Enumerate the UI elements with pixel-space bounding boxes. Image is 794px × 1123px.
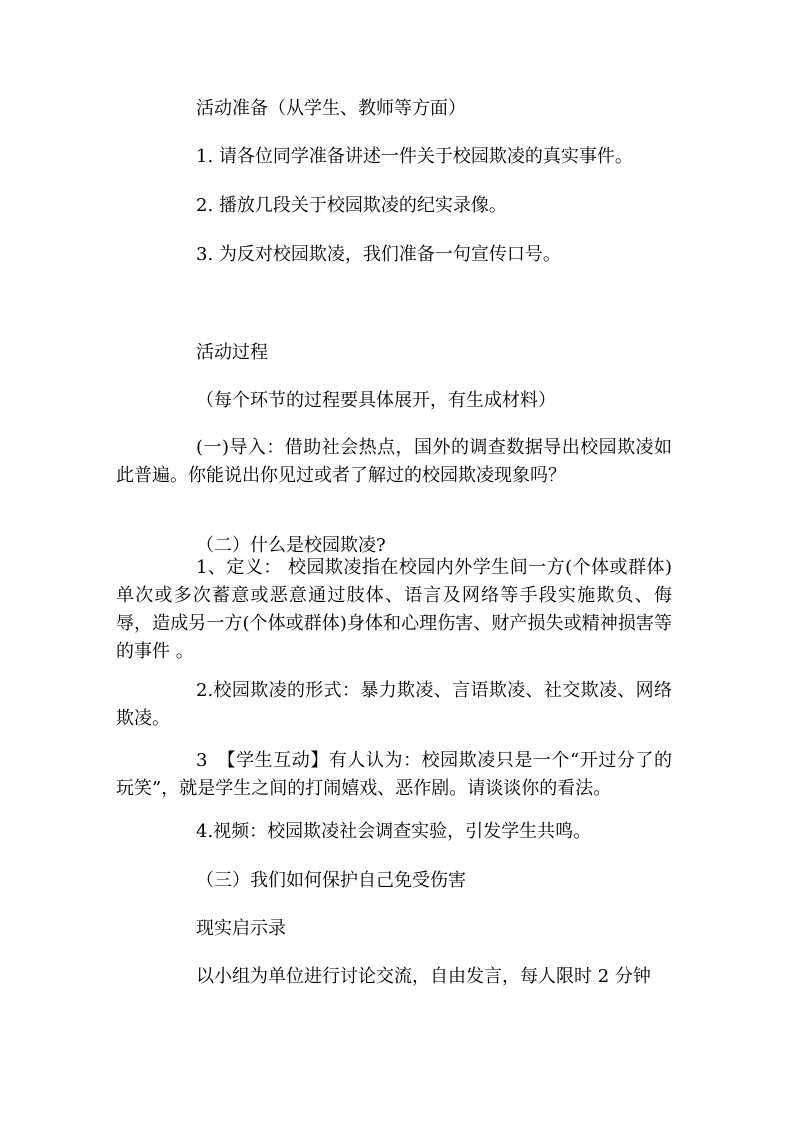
bullying-forms-paragraph: 2.校园欺凌的形式：暴力欺凌、言语欺凌、社交欺凌、网络欺凌。 xyxy=(116,680,672,729)
intro-paragraph: (一)导入：借助社会热点，国外的调查数据导出校园欺凌如此普遍。你能说出你见过或者了解过的校园欺凌现象吗？ xyxy=(116,437,672,486)
group-discussion-text: 以小组为单位进行讨论交流，自由发言，每人限时 2 分钟 xyxy=(196,966,651,987)
video-item: 4.视频：校园欺凌社会调查实验，引发学生共鸣。 xyxy=(196,821,592,842)
activity-preparation-heading: 活动准备（从学生、教师等方面） xyxy=(196,98,466,119)
student-interaction-paragraph: 3 【学生互动】有人认为：校园欺凌只是一个“开过分了的玩笑”，就是学生之间的打闹嬉戏、恶作剧。请谈谈你的看法。 xyxy=(116,750,672,799)
self-protection-heading: （三）我们如何保护自己免受伤害 xyxy=(196,870,466,891)
activity-process-heading: 活动过程 xyxy=(196,342,268,363)
what-is-bullying-heading: （二）什么是校园欺凌? xyxy=(196,535,386,556)
definition-paragraph: 1、定义： 校园欺凌指在校园内外学生间一方(个体或群体)单次或多次蓄意或恶意通过肢体、语言及网络等手段实施欺负、侮辱，造成另一方(个体或群体)身体和心理伤害、财产损失或精神损害等的事件 。 xyxy=(116,557,672,662)
preparation-item-2: 2. 播放几段关于校园欺凌的纪实录像。 xyxy=(196,195,507,216)
preparation-item-3: 3. 为反对校园欺凌，我们准备一句宣传口号。 xyxy=(196,244,561,265)
preparation-item-1: 1. 请各位同学准备讲述一件关于校园欺凌的真实事件。 xyxy=(196,146,633,167)
reality-insight-heading: 现实启示录 xyxy=(196,918,286,939)
process-note: （每个环节的过程要具体展开，有生成材料） xyxy=(196,390,556,411)
